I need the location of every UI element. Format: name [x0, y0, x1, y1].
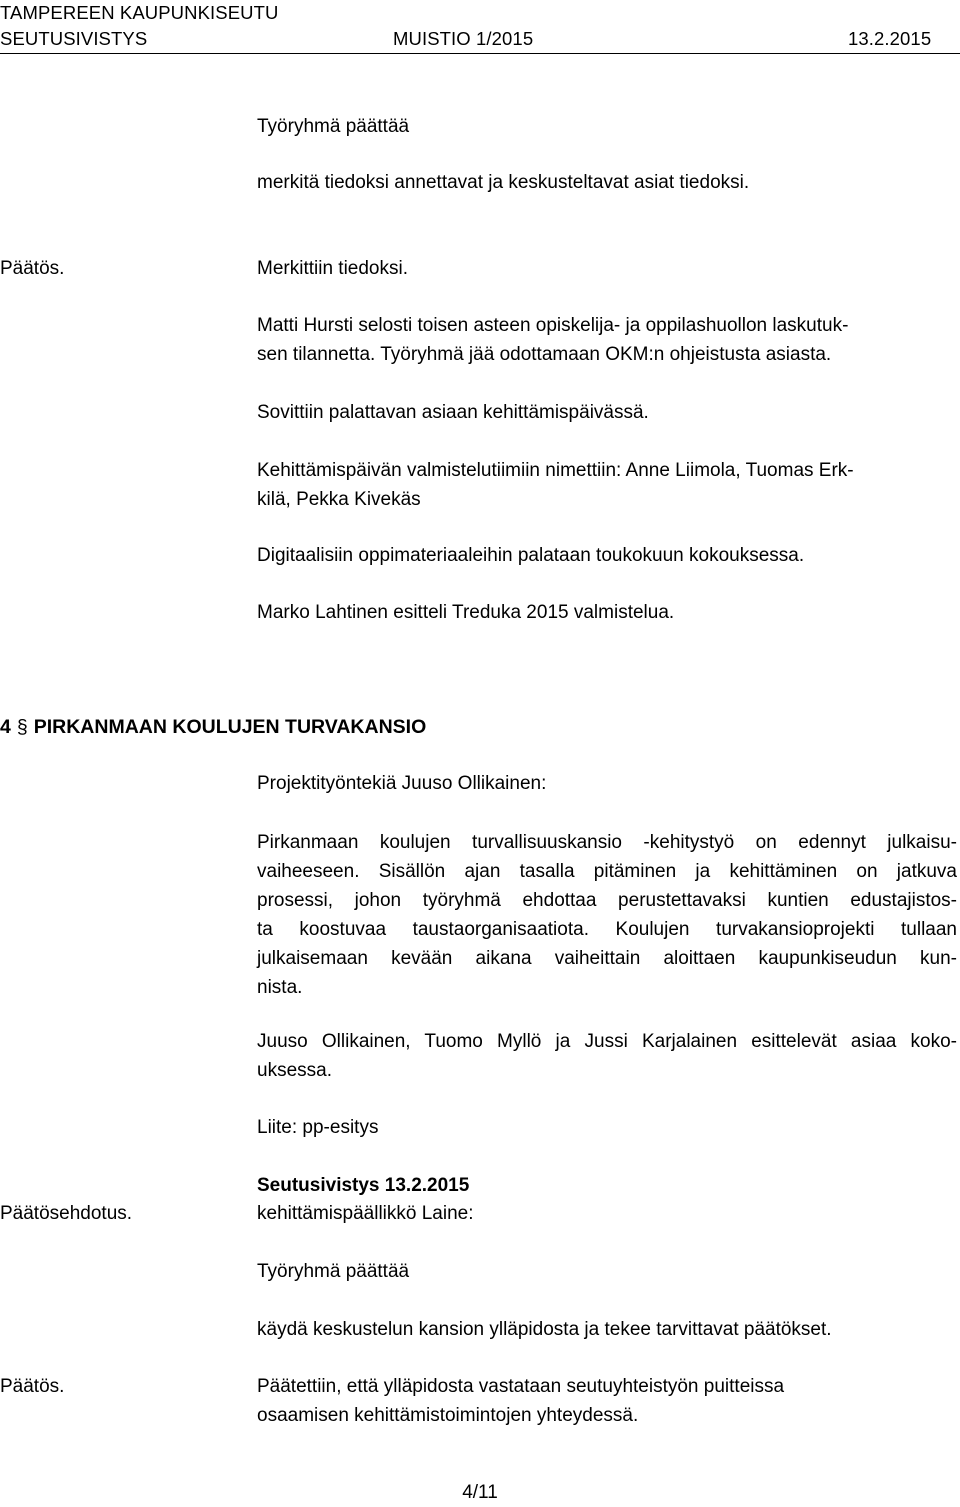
- decision-intro: Työryhmä päättää: [257, 116, 410, 137]
- kehittamis-line-1: Kehittämispäivän valmistelutiimiin nimettiin: Anne Liimola, Tuomas Erk-: [257, 460, 854, 481]
- paatos-label: Päätös.: [0, 258, 65, 279]
- hursti-paragraph: [257, 311, 957, 369]
- header-date: 13.2.2015: [848, 28, 932, 49]
- body-line-5: julkaisemaan kevään aikana vaiheittain aloittaen kaupunkiseudun kun-: [257, 948, 957, 969]
- paatos-label-2: Päätös.: [0, 1376, 65, 1397]
- proposal-label: Päätösehdotus.: [0, 1203, 133, 1224]
- section-number: 4: [0, 716, 11, 738]
- proposal-org: Seutusivistys 13.2.2015: [257, 1175, 470, 1196]
- presenters-line-1: Juuso Ollikainen, Tuomo Myllö ja Jussi Karjalainen esittelevät asiaa koko-: [257, 1031, 957, 1052]
- hursti-line-1: Matti Hursti selosti toisen asteen opiskelija- ja oppilashuollon laskutuk-: [257, 315, 849, 336]
- marko-text: Marko Lahtinen esitteli Treduka 2015 valmistelua.: [257, 602, 675, 623]
- body-line-6: nista.: [257, 977, 303, 998]
- paatos-text: Merkittiin tiedoksi.: [257, 258, 408, 279]
- header-memo-number: MUISTIO 1/2015: [393, 28, 534, 49]
- paatos-line-1: Päätettiin, että ylläpidosta vastataan seutuyhteistyön puitteissa: [257, 1376, 785, 1397]
- presenters-paragraph: [257, 1027, 957, 1085]
- decision-text: merkitä tiedoksi annettavat ja keskusteltavat asiat tiedoksi.: [257, 172, 750, 193]
- attachment-link[interactable]: Liite: pp-esitys: [257, 1117, 379, 1138]
- page-header: [0, 0, 960, 52]
- header-org: TAMPEREEN KAUPUNKISEUTU: [0, 2, 279, 23]
- body-line-4: ta koostuvaa taustaorganisaatiota. Koulujen turvakansioprojekti tullaan: [257, 919, 957, 940]
- hursti-line-2: sen tilannetta. Työryhmä jää odottamaan OKM:n ohjeistusta asiasta.: [257, 344, 832, 365]
- presenters-line-2: uksessa.: [257, 1060, 332, 1081]
- paatos-line-2: osaamisen kehittämistoimintojen yhteydessä.: [257, 1405, 639, 1426]
- digitaalisiin-text: Digitaalisiin oppimateriaaleihin palataan toukokuun kokouksessa.: [257, 545, 805, 566]
- sovittiin-text: Sovittiin palattavan asiaan kehittämispäivässä.: [257, 402, 649, 423]
- decision-intro-2: Työryhmä päättää: [257, 1261, 410, 1282]
- paatos-paragraph-2: [257, 1372, 957, 1430]
- body-line-3: prosessi, johon työryhmä ehdottaa perustettavaksi kuntien edustajistos-: [257, 890, 957, 911]
- body-line-2: vaiheeseen. Sisällön ajan tasalla pitäminen ja kehittäminen on jatkuva: [257, 861, 957, 882]
- decision-text-2: käydä keskustelun kansion ylläpidosta ja tekee tarvittavat päätökset.: [257, 1319, 832, 1340]
- turvakansio-paragraph: [257, 828, 957, 1002]
- kehittamis-paragraph: [257, 456, 957, 514]
- header-department: SEUTUSIVISTYS: [0, 28, 148, 49]
- kehittamis-line-2: kilä, Pekka Kivekäs: [257, 489, 421, 510]
- section-heading: [0, 712, 426, 742]
- body-line-1: Pirkanmaan koulujen turvallisuuskansio -kehitystyö on edennyt julkaisu-: [257, 832, 957, 853]
- page-number: 4/11: [462, 1482, 498, 1503]
- presenter-line: Projektityöntekiä Juuso Ollikainen:: [257, 773, 547, 794]
- section-sign: §: [16, 716, 28, 738]
- section-title: PIRKANMAAN KOULUJEN TURVAKANSIO: [33, 716, 427, 738]
- header-divider: [0, 53, 960, 54]
- proposal-by: kehittämispäällikkö Laine:: [257, 1203, 474, 1224]
